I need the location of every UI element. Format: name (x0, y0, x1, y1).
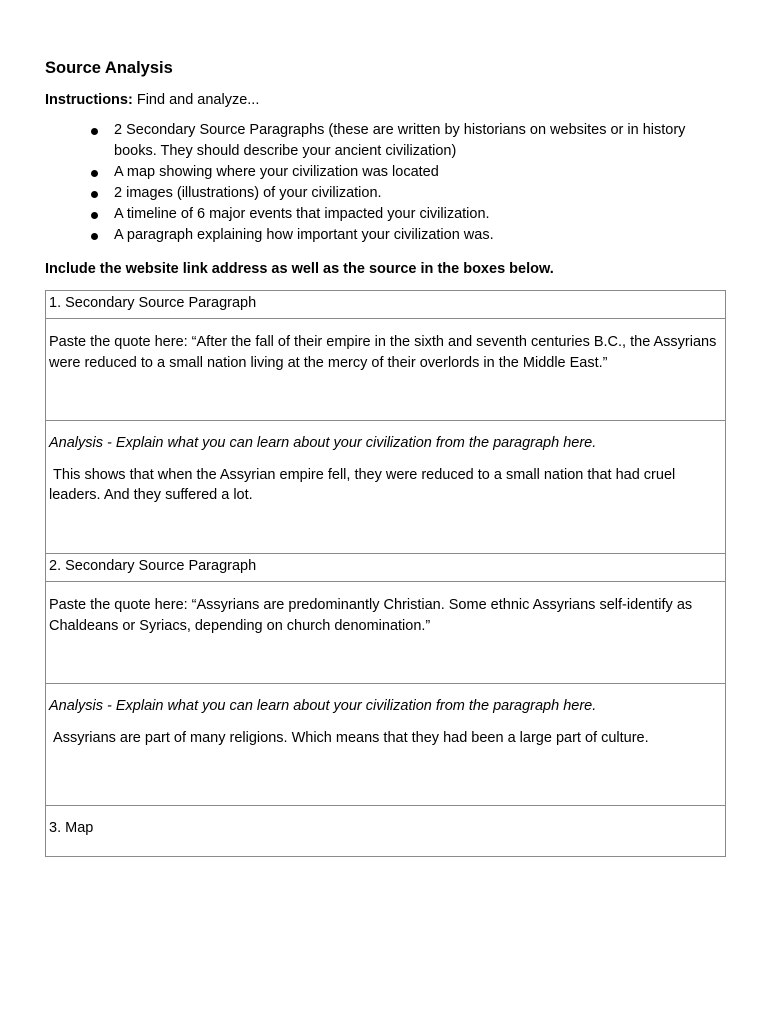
quote-text: Paste the quote here: “After the fall of their empire in the sixth and seventh centuries B.C., the Assyrians were reduced to a small nation living at the mercy of their overlords in the Middle East.” (49, 334, 717, 371)
bullet-icon (91, 191, 98, 198)
section-1-analysis-cell[interactable] (46, 421, 726, 554)
analysis-answer: This shows that when the Assyrian empire fell, they were reduced to a small nation that had cruel leaders. And they suffered a lot. (49, 466, 676, 503)
table-row (46, 319, 726, 421)
list-item-text: A paragraph explaining how important your civilization was. (114, 227, 494, 243)
bullet-icon (91, 233, 98, 240)
analysis-prompt: Analysis - Explain what you can learn about your civilization from the paragraph here. (49, 698, 597, 714)
source-table (45, 290, 726, 857)
table-row (46, 582, 726, 684)
list-item (45, 204, 726, 225)
instructions-line (45, 90, 726, 110)
instructions-text: Find and analyze... (132, 92, 260, 108)
analysis-answer: Assyrians are part of many religions. Which means that they had been a large part of culture. (49, 729, 649, 746)
list-item-text: A timeline of 6 major events that impacted your civilization. (114, 206, 490, 222)
list-item-text: 2 images (illustrations) of your civilization. (114, 185, 382, 201)
requirements-list (45, 120, 726, 246)
section-2-analysis-cell[interactable] (46, 684, 726, 806)
bullet-icon (91, 170, 98, 177)
section-1-heading-cell[interactable] (46, 291, 726, 319)
map-heading: 3. Map (49, 820, 94, 836)
section-heading: 1. Secondary Source Paragraph (49, 295, 257, 311)
page-title: Source Analysis (45, 59, 173, 77)
section-2-quote-cell[interactable] (46, 582, 726, 684)
table-row (46, 554, 726, 582)
list-item-text: A map showing where your civilization was located (114, 164, 439, 180)
include-note: Include the website link address as well as the source in the boxes below. (45, 261, 554, 277)
table-row (46, 291, 726, 319)
list-item-text: 2 Secondary Source Paragraphs (these are written by historians on websites or in history books. They should describe your ancient civilization) (114, 122, 686, 159)
list-item (45, 225, 726, 246)
section-heading: 2. Secondary Source Paragraph (49, 558, 257, 574)
section-2-heading-cell[interactable] (46, 554, 726, 582)
list-item (45, 120, 726, 162)
document-page (45, 56, 726, 857)
section-1-quote-cell[interactable] (46, 319, 726, 421)
bullet-icon (91, 128, 98, 135)
list-item (45, 183, 726, 204)
list-item (45, 162, 726, 183)
table-row (46, 806, 726, 857)
analysis-prompt: Analysis - Explain what you can learn about your civilization from the paragraph here. (49, 435, 597, 451)
map-cell[interactable] (46, 806, 726, 857)
bullet-icon (91, 212, 98, 219)
quote-text: Paste the quote here: “Assyrians are predominantly Christian. Some ethnic Assyrians self-identify as Chaldeans or Syriacs, depending on church denomination.” (49, 597, 693, 634)
table-row (46, 421, 726, 554)
instructions-label: Instructions: (45, 92, 133, 108)
table-row (46, 684, 726, 806)
